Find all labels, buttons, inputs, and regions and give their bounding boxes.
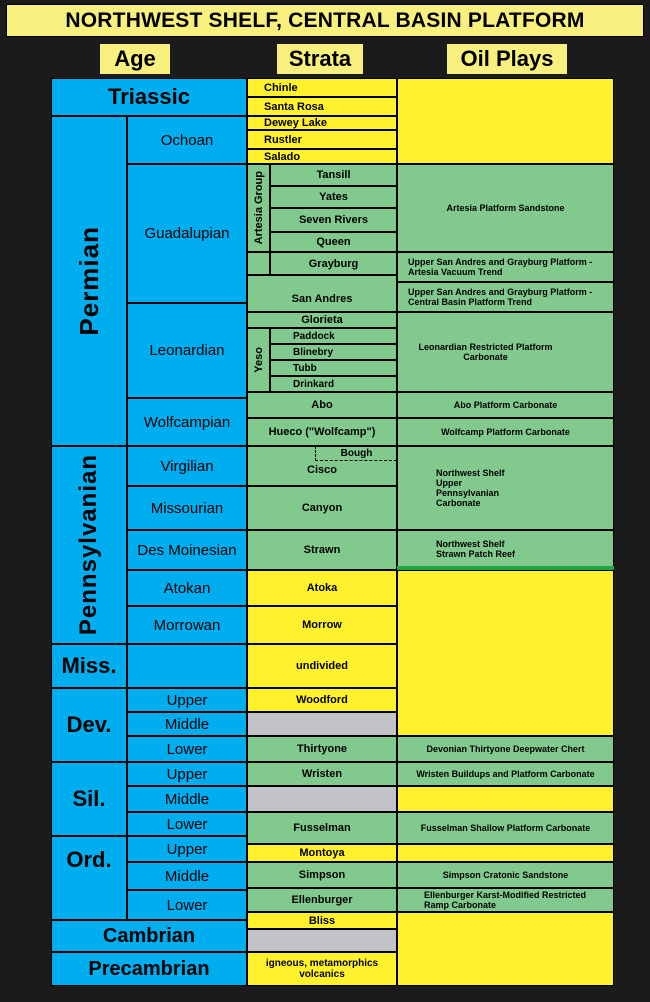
- epoch-sil-lower: Lower: [127, 812, 247, 836]
- play-nw-upper-penn: Northwest Shelf Upper Pennsylvanian Carbonate: [397, 446, 614, 530]
- stratum-bough: Bough: [315, 446, 397, 461]
- play-artesia-platform-sandstone: Artesia Platform Sandstone: [397, 164, 614, 252]
- stratum-strawn: Strawn: [247, 530, 397, 570]
- epoch-ochoan: Ochoan: [127, 116, 247, 164]
- stratum-thirtyone: Thirtyone: [247, 736, 397, 762]
- play-simpson: Simpson Cratonic Sandstone: [397, 862, 614, 888]
- stratum-atoka: Atoka: [247, 570, 397, 606]
- stratum-undivided: undivided: [247, 644, 397, 688]
- stratum-glorieta: Glorieta: [247, 312, 397, 328]
- oil-plays-header: Oil Plays: [447, 44, 567, 74]
- play-devonian-thirtyone: Devonian Thirtyone Deepwater Chert: [397, 736, 614, 762]
- epoch-ord-upper: Upper: [127, 836, 247, 862]
- epoch-dev-lower: Lower: [127, 736, 247, 762]
- play-none-sil-middle: [397, 786, 614, 812]
- group-artesia: [247, 164, 270, 252]
- stratum-bliss: Bliss: [247, 912, 397, 929]
- play-ellenburger: Ellenburger Karst-Modified Restricted Ramp Carbonate: [397, 888, 614, 912]
- stratum-ellenburger: Ellenburger: [247, 888, 397, 912]
- stratum-seven-rivers: Seven Rivers: [270, 208, 397, 232]
- epoch-des-moinesian: Des Moinesian: [127, 530, 247, 570]
- stratum-fusselman: Fusselman: [247, 812, 397, 844]
- stratum-salado: Salado: [247, 149, 397, 164]
- stratum-tansill: Tansill: [270, 164, 397, 186]
- epoch-ord-middle: Middle: [127, 862, 247, 890]
- group-artesia-label: Artesia Group: [252, 171, 265, 245]
- play-nw-strawn: Northwest Shelf Strawn Patch Reef: [397, 530, 614, 568]
- play-none-middle: [397, 570, 614, 736]
- play-wolfcamp-platform: Wolfcamp Platform Carbonate: [397, 418, 614, 446]
- play-none-montoya: [397, 844, 614, 862]
- stratum-hueco: Hueco ("Wolfcamp"): [247, 418, 397, 446]
- epoch-sil-middle: Middle: [127, 786, 247, 812]
- stratum-san-andres: San Andres: [247, 275, 397, 312]
- stratum-cisco: Cisco: [247, 446, 397, 486]
- epoch-atokan: Atokan: [127, 570, 247, 606]
- group-yeso: [247, 328, 270, 392]
- epoch-missourian: Missourian: [127, 486, 247, 530]
- stratum-cambrian-absent: [247, 929, 397, 952]
- period-triassic: Triassic: [51, 78, 247, 116]
- period-pennsylvanian-label: Pennsylvanian: [75, 454, 102, 636]
- stratum-paddock: Paddock: [270, 328, 397, 344]
- stratum-drinkard: Drinkard: [270, 376, 397, 392]
- play-none-lower: [397, 912, 614, 986]
- play-abo-platform: Abo Platform Carbonate: [397, 392, 614, 418]
- stratum-chinle: Chinle: [247, 78, 397, 97]
- epoch-dev-middle: Middle: [127, 712, 247, 736]
- stratum-queen: Queen: [270, 232, 397, 252]
- stratum-simpson: Simpson: [247, 862, 397, 888]
- stratum-igneous: igneous, metamorphics volcanics: [247, 952, 397, 986]
- epoch-leonardian: Leonardian: [127, 303, 247, 398]
- stratum-wristen: Wristen: [247, 762, 397, 786]
- stratum-woodford: Woodford: [247, 688, 397, 712]
- epoch-miss-blank: [127, 644, 247, 688]
- epoch-sil-upper: Upper: [127, 762, 247, 786]
- strata-header: Strata: [277, 44, 363, 74]
- stratum-blinebry: Blinebry: [270, 344, 397, 360]
- stratum-grayburg-spacer: [247, 252, 270, 275]
- stratum-sil-middle-absent: [247, 786, 397, 812]
- period-permian: [51, 116, 127, 446]
- stratum-morrow: Morrow: [247, 606, 397, 644]
- period-dev: Dev.: [51, 688, 127, 762]
- play-wristen: Wristen Buildups and Platform Carbonate: [397, 762, 614, 786]
- epoch-guadalupian: Guadalupian: [127, 164, 247, 303]
- age-header: Age: [100, 44, 170, 74]
- play-none-upper: [397, 78, 614, 164]
- period-permian-label: Permian: [73, 226, 104, 336]
- period-ord: Ord.: [51, 836, 127, 920]
- stratum-abo: Abo: [247, 392, 397, 418]
- stratum-tubb: Tubb: [270, 360, 397, 376]
- period-sil: Sil.: [51, 762, 127, 836]
- epoch-virgilian: Virgilian: [127, 446, 247, 486]
- play-leonardian-restricted: Leonardian Restricted Platform Carbonate: [397, 312, 614, 392]
- epoch-morrowan: Morrowan: [127, 606, 247, 644]
- period-precambrian: Precambrian: [51, 952, 247, 986]
- stratum-yates: Yates: [270, 186, 397, 208]
- chart-title: NORTHWEST SHELF, CENTRAL BASIN PLATFORM: [6, 4, 644, 37]
- stratum-canyon: Canyon: [247, 486, 397, 530]
- stratum-santa-rosa: Santa Rosa: [247, 97, 397, 116]
- play-upper-san-andres-cbp: Upper San Andres and Grayburg Platform - Central Basin Platform Trend: [397, 282, 614, 312]
- period-miss: Miss.: [51, 644, 127, 688]
- period-cambrian: Cambrian: [51, 920, 247, 952]
- epoch-ord-lower: Lower: [127, 890, 247, 920]
- period-pennsylvanian: [51, 446, 127, 644]
- epoch-wolfcampian: Wolfcampian: [127, 398, 247, 446]
- stratum-dev-middle-absent: [247, 712, 397, 736]
- play-upper-san-andres-artesia: Upper San Andres and Grayburg Platform - Artesia Vacuum Trend: [397, 252, 614, 282]
- play-fusselman: Fusselman Shallow Platform Carbonate: [397, 812, 614, 844]
- stratum-montoya: Montoya: [247, 844, 397, 862]
- epoch-dev-upper: Upper: [127, 688, 247, 712]
- stratum-grayburg: Grayburg: [270, 252, 397, 275]
- stratum-dewey-lake: Dewey Lake: [247, 116, 397, 130]
- stratum-rustler: Rustler: [247, 130, 397, 149]
- group-yeso-label: Yeso: [252, 347, 265, 373]
